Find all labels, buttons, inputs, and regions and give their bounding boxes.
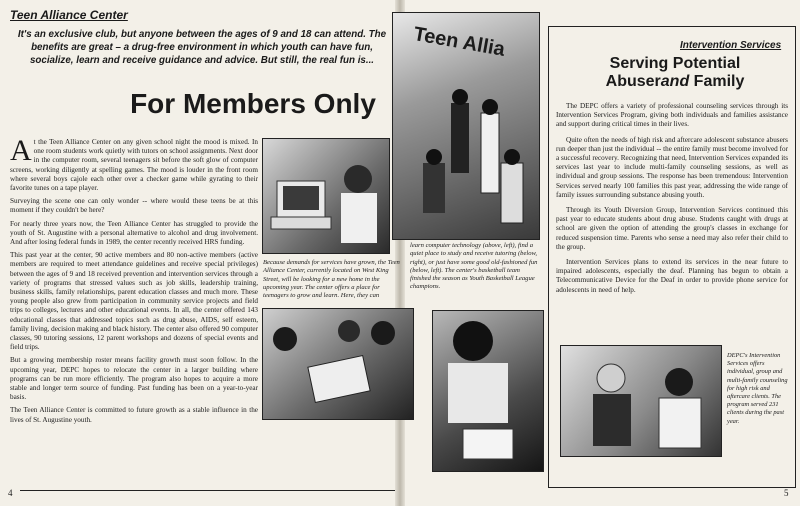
article-paragraph: For nearly three years now, the Teen Alliance Center has struggled to provide the youth of St. Augustine with a personal alternative to alcohol and drug involvement. And after losing federal funds in 1989, the center recently received HRS funding. xyxy=(10,219,258,247)
article-paragraph: Through its Youth Diversion Group, Intervention Services continued this past year to educate students about drug abuse. Students caught with drugs at school are given the option of attending the group's classes in exchange for reduced suspension time. Parents who sense a need may also refer their child to the group. xyxy=(556,206,788,251)
section-label-intervention: Intervention Services xyxy=(680,40,782,51)
student-studying xyxy=(433,311,544,472)
page-number-right: 5 xyxy=(784,488,789,498)
intervention-title: Serving Potential Abuserand Family xyxy=(605,55,745,90)
intro-deck: It's an exclusive club, but anyone between the ages of 9 and 18 can attend. The benefits are great – a drug-free environment in which youth can have fun, socialize, learn and receive guidance and advice. But still, the real fun is... xyxy=(17,29,387,66)
page-number-left: 4 xyxy=(8,488,13,498)
checkerboard-illustration xyxy=(263,309,414,420)
storefront-sign: Teen Allia xyxy=(411,23,507,61)
photo-checkers-game xyxy=(262,308,414,420)
photo-counseling-session xyxy=(560,345,722,457)
intervention-photo-caption: DEPC's Intervention Services offers individual, group and multi-family counseling for high risk and aftercare clients. The program served 231 clients during the past year. xyxy=(727,352,788,425)
article-paragraph: The Teen Alliance Center is committed to future growth as a stable influence in the lives of St. Augustine youth. xyxy=(10,406,258,424)
photo-caption-right: learn computer technology (above, left), find a quiet place to study and receive tutoring (below, right), or just have some good old-fashioned fun (below, left). The center's basketball team finished the season as Youth Basketball League champions. xyxy=(410,242,538,291)
article-paragraph: The DEPC offers a variety of professional counseling services through its Intervention Services Program, giving both individuals and families assistance and support during critical times in their lives. xyxy=(556,102,788,129)
intervention-body xyxy=(556,102,788,301)
photo-computer-room xyxy=(262,138,390,254)
counseling-illustration xyxy=(561,346,722,457)
article-paragraph: Surveying the scene one can only wonder -- where would these teens be at this moment if they couldn't be here? xyxy=(10,197,258,215)
computer-illustration xyxy=(263,139,390,254)
article-paragraph: Intervention Services plans to extend its services in the near future to impaired adolescents, especially the deaf. Planning has begun to obtain a Telecommunicative Device for the Deaf in order to provide phone service for adolescents in need of help. xyxy=(556,258,788,294)
photo-caption-left: Because demands for services have grown, the Teen Alliance Center, currently located on West King Street, will be looking for a new home in the upcoming year. The center offers a place for teenagers to grow and learn. Here, they can xyxy=(263,259,400,300)
article-paragraph: But a growing membership roster means facility growth must soon follow. In the upcoming year, DEPC hopes to relocate the center in a larger building where programs can be run more efficiently. The program also hopes to acquire a more stable and longer term source of funding. Past funding has been on a year-to-year basis. xyxy=(10,356,258,402)
article-paragraph: At the Teen Alliance Center on any given school night the mood is mixed. In one room students work quietly with tutors on school assignments. Next door in the computer room, several teenagers sit before the soft glow of computer screens, working diligently at spelling games. The mood is louder in the front room where several boys cajole each other over a checker game while gyrating to their favorite tunes on a tape player. xyxy=(10,134,258,193)
article-paragraph: Quite often the needs of high risk and aftercare adolescent substance abusers run deeper than just the individual -- the entire family must become involved for a successful recovery. Recognizing that need, Intervention Services expanded its services last year to include multi-family counseling sessions, as well as individual and group sessions. The response has been tremendous: Intervention Services served nearly 100 families this past year, addressing the wide range of family issues surrounding substance abusing youth. xyxy=(556,135,788,199)
footer-rule xyxy=(20,490,395,491)
photo-tutoring xyxy=(432,310,544,472)
page-headline: For Members Only xyxy=(130,88,376,119)
article-body xyxy=(10,134,258,429)
section-label-teen-alliance: Teen Alliance Center xyxy=(10,8,128,22)
group-of-teens xyxy=(393,13,540,240)
photo-center-storefront xyxy=(392,12,540,240)
article-paragraph: This past year at the center, 90 active members and 80 non-active members (active members are required to meet attendance guidelines and receive special privileges) between the ages of 9 and 18 received prevention and intervention services through a variety of programs that stressed values such as job skills, leadership training, business skills, family relationships, parent education classes and much more. These young people also grew from participation in community service projects and field trips to colleges, lectures and other educational events. In all, the center offered 143 educational classes that addressed topics such as drug abuse, AIDS, self esteem, family living, decision making and black history. The center also offered 90 computer classes, 90 tutoring sessions, 12 parent workshops and dozens of special events and field trips. xyxy=(10,251,258,352)
drop-cap: A xyxy=(10,134,32,167)
